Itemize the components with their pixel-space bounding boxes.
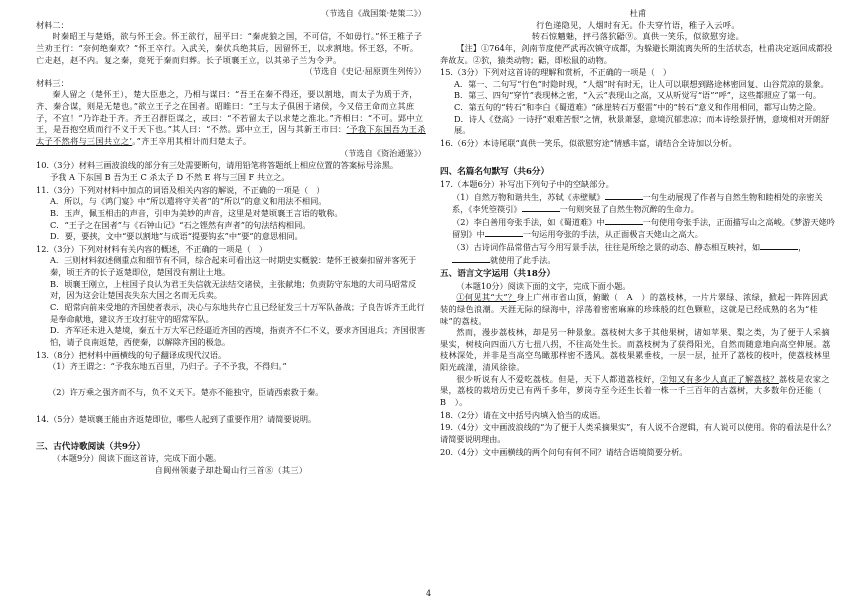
- question-sentence-1: ①何见其“大”？: [456, 292, 517, 303]
- page-number: 4: [426, 589, 432, 598]
- language-paragraph-1-text: 身上广州市省山顶，俯瞰（ A ）的荔枝林，一片片翠绿、浓绿，掀起一阵阵因武装的绿色浪潮。天涯无际的绿海中，浮荡着密密麻麻的珍珠般的红色颗粒，这就是已经成熟的名为“桂味”的荔枝。: [440, 292, 829, 326]
- q12-option-c: C．昭常向前来受地的齐国使者表示，决心与东地共存亡且已经征发三十万军队备战；子良告诉齐王此行是奉命献地，建议齐王攻打驻守的昭常军队。: [50, 302, 425, 324]
- section-4-heading: 四、名篇名句默写（共6分）: [440, 166, 550, 177]
- poem-title: 自阆州领妻子却赴蜀山行三首⑧（其三）: [154, 464, 308, 475]
- q15-option-b: B．第三、四句“穿竹”表现林之密，“入云”表现山之高，又从听觉写“语”“呼”，这些都照应了第一句。: [454, 90, 822, 101]
- language-paragraph-3-text-a: 很少听说有人不爱吃荔枝。但是，天下人都道荔枝好，: [456, 373, 661, 384]
- q17-3-part-b: ，: [798, 242, 807, 253]
- left-column: [36, 8, 426, 477]
- language-paragraph-3-text-b: 荔枝是农家之果，荔枝的栽培历史已有两千多年，萝岗寺至今还生长着一株一千三百年的古荔树，大多数年份还能（ B ）。: [440, 373, 831, 407]
- q11-option-d: D．要，要挟，文中“要以割地”与成语“提要钩玄”中“要”的意思相同。: [50, 231, 303, 242]
- answer-blank[interactable]: [522, 203, 560, 212]
- q17-3-part-c: 就使用了此手法。: [490, 254, 556, 265]
- language-paragraph-1: [440, 292, 836, 327]
- question-14: 14.（5分）楚顷襄王能由齐返楚即位，哪些人起到了重要作用？请简要说明。: [36, 413, 317, 424]
- question-17-1: [440, 191, 836, 216]
- q17-1-part-a: （1）自然万物和谐共生，苏轼《赤壁赋》: [452, 191, 605, 202]
- q17-2-part-b: 一句使用夸张手法，正面描写山之高峻。《梦游天姥吟留别》中: [452, 216, 835, 240]
- poem-note: 【注】①764年，剑南节度使严武再次镇守成都，为躲避长期流离失所的生活状态，杜甫决定返回成都投奔故友。②狖，猿类动物；鼯，即松鼠的动物。: [440, 42, 833, 65]
- q12-option-b: B．顷襄王刚立，上柱国子良认为君王失信就无法结交诸侯，主张献地；负责防守东地的大司马昭常反对，因为这会让楚国丧失东大国之名而无兵卖。: [50, 278, 417, 301]
- section-5-intro: （本题10分）阅读下面的文字，完成下面小题。: [456, 280, 631, 291]
- poet-name: 杜甫: [629, 8, 647, 18]
- answer-blank[interactable]: [760, 241, 798, 250]
- right-column: [440, 8, 836, 458]
- q15-option-d: D．诗人《登高》一诗抒“艰难苦恨”之情，秋景萧瑟，意境沉郁悲凉；而本诗绘景抒情，意境相对开朗舒展。: [454, 113, 830, 136]
- answer-blank[interactable]: [605, 216, 643, 225]
- material-3-text: [36, 89, 426, 147]
- question-13: 13.（8分）把材料中画横线的句子翻译成现代汉语。: [36, 349, 227, 360]
- language-paragraph-3: [440, 374, 836, 409]
- question-13-1: （1）齐王谓之：“予我东地五百里，乃归子。子不予我，不得归。”: [48, 361, 287, 372]
- q11-option-b: B．玉声，佩玉相击的声音，引申为美妙的声音，这里是对楚顷襄王言语的敬称。: [50, 207, 343, 218]
- q12-option-d: D．齐军还未进入楚境，秦五十万大军已经逼近齐国的西境，指责齐不仁不义，要求齐国退兵；齐国很害怕，请子良南返楚，西使秦，以解除齐国的极急。: [50, 325, 426, 347]
- answer-blank[interactable]: [452, 254, 490, 263]
- answer-blank[interactable]: [485, 228, 523, 237]
- material-2-title: 材料二：: [36, 19, 69, 30]
- question-19: 19.（4分）文中画波浪线的“为了便于人类采摘果实”，有人说不合逻辑，有人说可以使用。你的看法是什么？请简要说明理由。: [440, 422, 836, 444]
- q17-2-part-c: 一句运用夸张的手法，从正面极言天姥山之高大。: [522, 229, 703, 240]
- source-2: （节选自《史记·屈原贾生列传》）: [304, 66, 426, 77]
- material-3-part1: 秦人留之（楚怀王），楚大臣患之，乃相与谋曰：“吾王在秦不得还，要以割地，而太子为质于齐，齐、秦合谋，则是无楚也。”欲立王子之在国者。昭睢曰：“王与太子俱困于诸侯，今又倍王命而立其庶子，不宜！”乃诈赴于齐。齐王召群臣谋之，或曰：“不若留太子以求楚之淮北。”齐相曰：“不可。郢中立王，是吾抱空质而行不义于天下也。”其人曰：“不然。郢中立王，因与其新王市曰：: [36, 89, 424, 135]
- material-3-underlined: ‘予我下东国吾为王杀太子不然将与三国共立之’: [36, 124, 426, 147]
- question-17-3: [440, 241, 836, 266]
- question-sentence-2: ②知又有多少人真正了解荔枝？: [660, 373, 779, 384]
- question-13-2: （2）许万乘之强齐而不与，负不义天下。楚亦不能独守，臣请西索救于秦。: [48, 386, 324, 397]
- question-16: 16.（6分）本诗尾联“真供一笑乐，似欲慰穷途”情感丰富，请结合全诗加以分析。: [440, 138, 737, 149]
- question-20: 20.（4分）文中画横线的两个问句有何不同？请结合语境简要分析。: [440, 446, 688, 457]
- q17-2-part-a: （2）李白善用夸张手法，如《蜀道难》中: [452, 216, 605, 227]
- answer-blank[interactable]: [605, 191, 643, 200]
- question-11: 11.（3分）下列对材料中加点的词语及相关内容的解说，不正确的一项是（ ）: [36, 184, 325, 195]
- question-10-line: 予我 A 下东国 B 吾为王 C 杀太子 D 不然 E 将与三国 F 共立之。: [50, 171, 290, 182]
- q17-1-part-c: 一句则突显了自然生物沉醉的生命力。: [559, 204, 699, 215]
- material-2-text: 时秦昭王与楚婚，欲与怀王会。怀王欲行，屈平曰：“秦虎狼之国，不可信，不如毋行。”怀王稚子子兰劝王行：“奈何绝秦欢？”怀王卒行。入武关，秦伏兵绝其后，因留怀王，以求割地。怀王怒，不听。亡走赵，赵不内。复之秦，竟死于秦而归葬。长子顷襄王立，以其弟子兰为令尹。: [36, 31, 423, 65]
- section-5-heading: 五、语言文字运用（共18分）: [440, 269, 556, 280]
- question-17-2: [440, 216, 836, 241]
- source-3: （节选自《资治通鉴》）: [340, 147, 426, 158]
- q17-1-part-b: 一句生动展现了作者与自然生物和睦相处的亲密关系，《李凭箜篌引》: [452, 191, 823, 215]
- language-paragraph-2: 然而，漫步荔枝林，却是另一种景象。荔枝树大多于其他果树，诸如苹果、梨之类，为了便于人采摘果实，树枝向四面八方七扭八拐，不往高处生长。而荔枝树为了获得阳光，自然而随意地向高空伸展。荔枝林深处，并非是当高空鸟瞰那样密不透风。荔枝果累垂枝，一层一层，扯开了荔枝的枝叶，使荔枝林里阳光疏漾，清风徐徐。: [440, 327, 831, 373]
- q17-3-part-a: （3）古诗词作品常借古写今用写景手法，往往是所绘之景的动态、静态相互映衬，如: [452, 242, 761, 253]
- question-12: 12.（3分）下列对材料有关内容的概述，不正确的一项是（ ）: [36, 243, 268, 254]
- question-15: 15.（3分）下列对这首诗的理解和赏析，不正确的一项是（ ）: [440, 67, 672, 78]
- q12-option-a: A．三则材料叙述侧重点和细节有不同，综合起来可看出这一时期史实概貌：楚怀王被秦扣留并客死于秦，顷王齐的长子返楚即位，楚国没有割让土地。: [50, 255, 417, 278]
- question-18: 18.（2分）请在文中括号内填入恰当的成语。: [440, 409, 606, 420]
- question-17: 17.（本题6分）补写出下列句子中的空缺部分。: [440, 178, 614, 189]
- section-3-intro: （本题9分）阅读下面这首诗，完成下面小题。: [52, 453, 222, 464]
- q15-option-a: A．第一、二句写“行色”时隐时现，“人烟”时有时无，让人可以联想到路途林密回复、山谷荒凉的景象。: [454, 78, 829, 89]
- source-1: （节选自《战国策·楚策二》）: [321, 8, 426, 18]
- question-10: 10.（3分）材料三画波浪线的部分有三处需要断句，请用铅笔将答题纸上相应位置的答案标号涂黑。: [36, 160, 399, 171]
- q11-option-c: C．“王子之在国者”与《石钟山记》“石之铿然有声者”的句法结构相同。: [50, 219, 311, 230]
- q15-option-c: C．第五句的“转石”和李白《蜀道难》“砯崖转石万壑雷”中的“转石”意义和作用相同，都写山势之险。: [454, 102, 822, 113]
- material-3-title: 材料三：: [36, 77, 69, 88]
- material-3-part2: 。”齐王卒用其相计而归楚太子。: [132, 136, 252, 147]
- poem-line-2: 转石惊魑魅，抨弓落狖鼯⑨。真供一笑乐，似欲慰穷途。: [531, 31, 745, 42]
- section-3-heading: 三、古代诗歌阅读（共9分）: [36, 442, 146, 453]
- q11-option-a: A．所以，与《鸿门宴》中“所以遣将守关者”的“所以”的意义和用法不相同。: [50, 196, 327, 207]
- poem-line-1: 行色递隐见，人烟时有无。仆夫穿竹语，稚子入云呼。: [536, 19, 740, 30]
